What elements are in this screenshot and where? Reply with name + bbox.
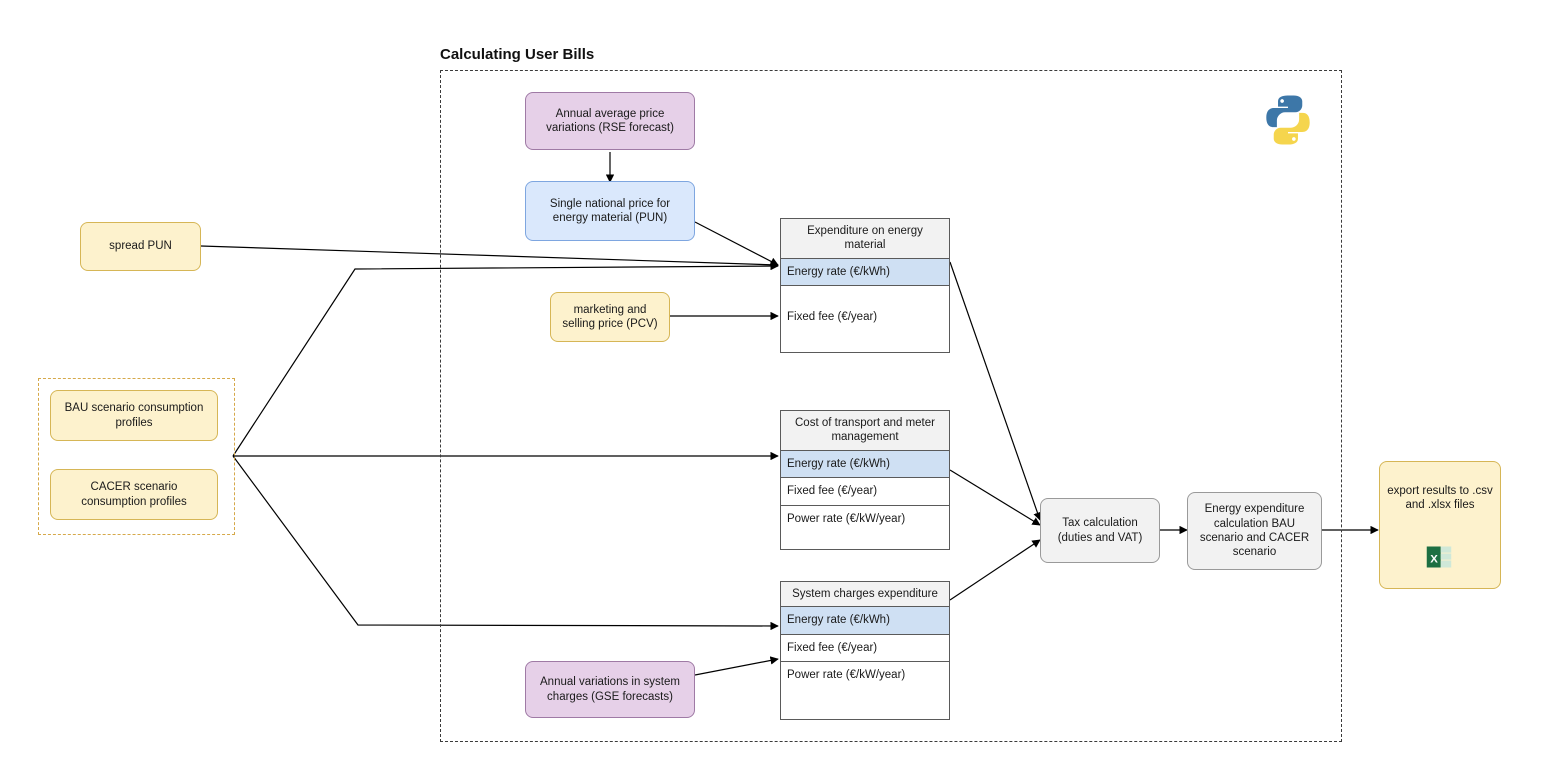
node-rse-forecast-label: Annual average price variations (RSE forecast): [546, 107, 674, 134]
node-cacer-profiles-label: CACER scenario consumption profiles: [81, 481, 187, 508]
node-bau-profiles[interactable]: [50, 390, 218, 441]
node-bau-profiles-label: BAU scenario consumption profiles: [64, 402, 204, 429]
node-tax-calculation[interactable]: [1040, 498, 1160, 563]
block-header: System charges expenditure: [781, 582, 949, 607]
row-energy-rate: Energy rate (€/kWh): [781, 259, 949, 286]
row-energy-rate: Energy rate (€/kWh): [781, 607, 949, 634]
node-energy-expenditure-calculation[interactable]: [1187, 492, 1322, 570]
row-fixed-fee: Fixed fee (€/year): [781, 478, 949, 505]
excel-file-icon: [1425, 543, 1453, 571]
node-export-results-label: export results to .csv and .xlsx files: [1387, 485, 1493, 512]
block-system-charges: [780, 581, 950, 720]
node-pcv[interactable]: [550, 292, 670, 342]
node-energy-expenditure-label: Energy expenditure calculation BAU scenario and CACER scenario: [1199, 503, 1310, 559]
row-fixed-fee: Fixed fee (€/year): [787, 311, 878, 324]
row-fixed-fee: Fixed fee (€/year): [781, 635, 949, 662]
node-rse-forecast[interactable]: [525, 92, 695, 150]
block-expenditure-energy-material: [780, 218, 950, 353]
block-cost-transport-meter: [780, 410, 950, 550]
node-cacer-profiles[interactable]: [50, 469, 218, 520]
node-gse-forecast-label: Annual variations in system charges (GSE forecasts): [540, 676, 680, 703]
row-power-rate: Power rate (€/kW/year): [787, 669, 906, 682]
row-power-rate: Power rate (€/kW/year): [787, 512, 906, 525]
node-pun[interactable]: [525, 181, 695, 241]
row-energy-rate: Energy rate (€/kWh): [781, 451, 949, 478]
block-header: Cost of transport and meter management: [781, 411, 949, 451]
page-title: Calculating User Bills: [440, 46, 595, 63]
node-pun-label: Single national price for energy material (PUN): [549, 197, 671, 224]
node-pcv-label: marketing and selling price (PCV): [562, 303, 658, 330]
node-tax-calculation-label: Tax calculation (duties and VAT): [1057, 517, 1143, 544]
block-header: Expenditure on energy material: [781, 219, 949, 259]
python-logo-icon: [1260, 92, 1316, 148]
node-spread-pun-label: spread PUN: [109, 240, 172, 253]
node-gse-forecast[interactable]: [525, 661, 695, 718]
node-spread-pun[interactable]: [80, 222, 201, 271]
svg-text:X: X: [1430, 553, 1438, 566]
